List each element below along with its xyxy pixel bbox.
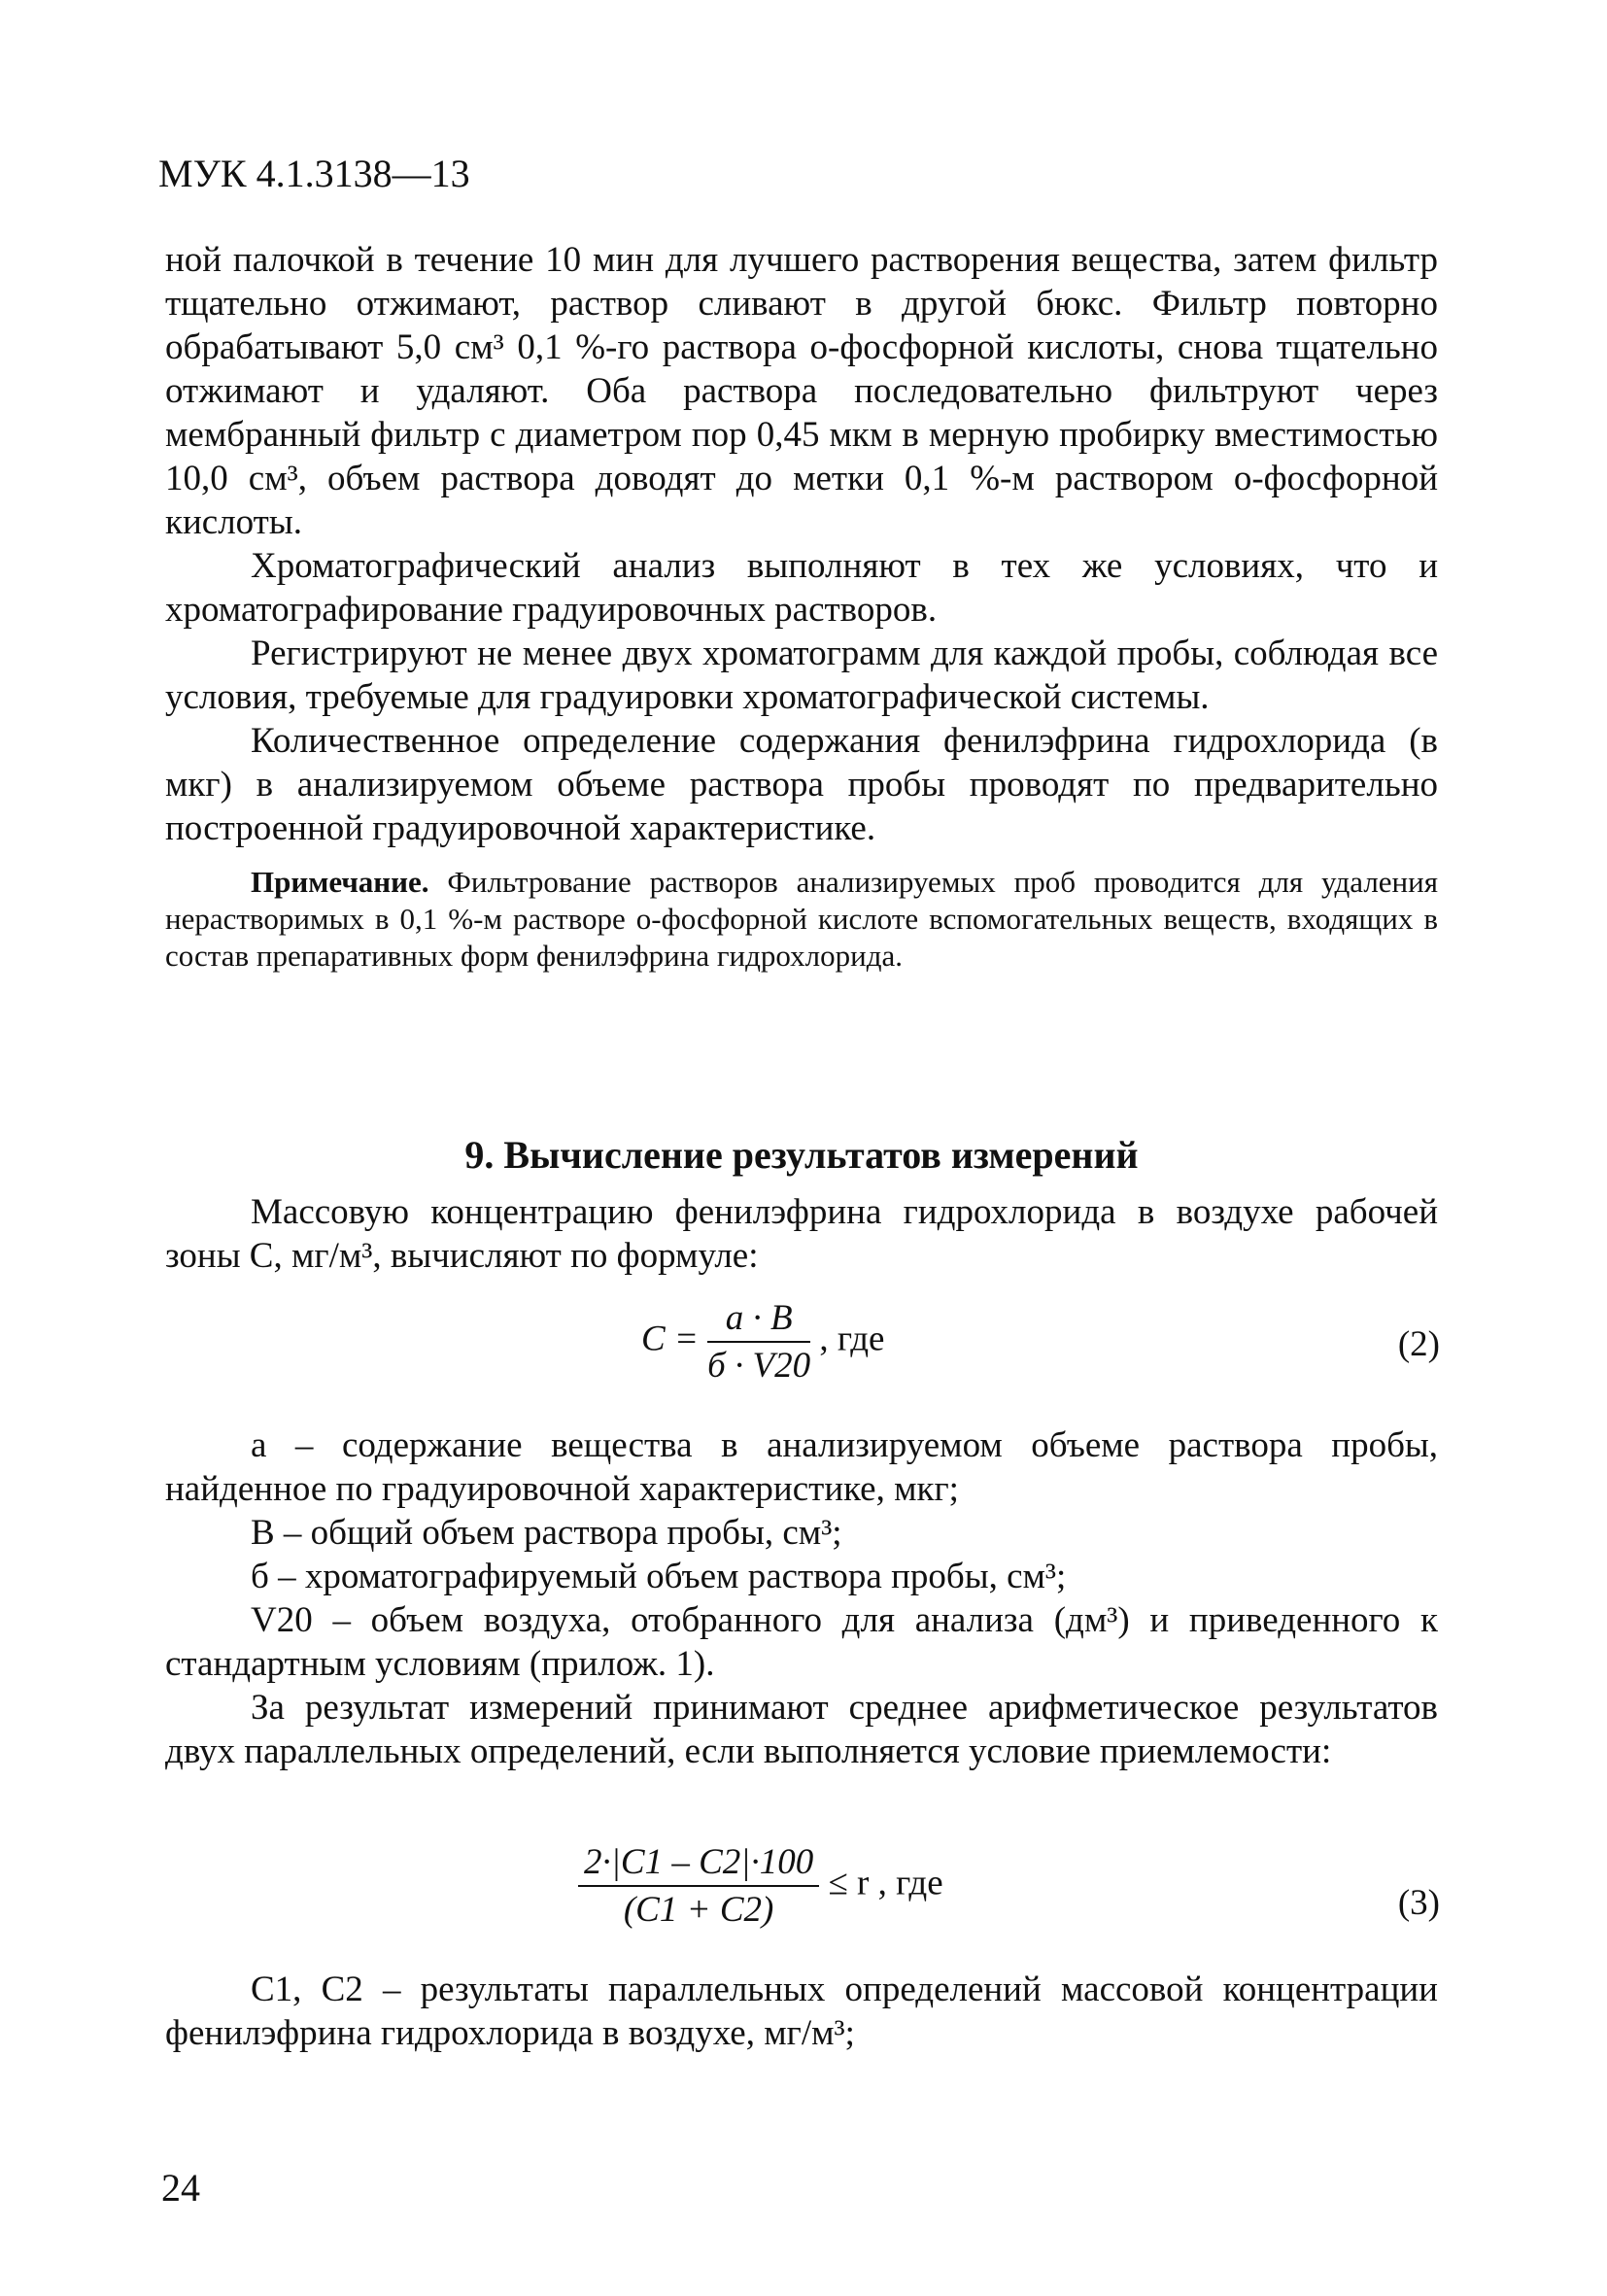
body-text-top (165, 238, 1438, 975)
last-paragraph: C1, C2 – результаты параллельных определений массовой концентрации фенилэфрина гидрохлорида в воздухе, мг/м³; (165, 1970, 1438, 2053)
paragraph-continuation: ной палочкой в течение 10 мин для лучшего растворения вещества, затем фильтр тщательно отжимают, раствор сливают в другой бюкс. Фильтр повторно обрабатывают 5,0 см³ 0,1 %-го раствора о-фосфорной кислоты, снова тщательно отжимают и удаляют. Оба раствора последовательно фильтруют через мембранный фильтр с диаметром пор 0,45 мкм в мерную пробирку вместимостью 10,0 см³, объем раствора доводят до метки 0,1 %-м раствором о-фосфорной кислоты. (165, 240, 1438, 542)
note-paragraph (165, 864, 1438, 975)
intro-paragraph: Массовую концентрацию фенилэфрина гидрохлорида в воздухе рабочей зоны С, мг/м³, вычисляют по формуле: (165, 1192, 1438, 1276)
page-number: 24 (161, 2166, 200, 2210)
paragraph-chromatographic-analysis: Хроматографический анализ выполняют в тех же условиях, что и хроматографирование градуировочных растворов. (165, 546, 1438, 630)
formula-3-denominator: (C1 + C2) (623, 1890, 774, 1930)
formula-3-fraction (578, 1841, 819, 1931)
formula-2-number: (2) (1397, 1324, 1440, 1364)
definition-b-chrom: б – хроматографируемый объем раствора пробы, см³; (251, 1557, 1067, 1596)
paragraph-quantitative-determination: Количественное определение содержания фенилэфрина гидрохлорида (в мкг) в анализируемом объеме раствора пробы проводят по предварительно построенной градуировочной характеристике. (165, 721, 1438, 848)
paragraph-register-chromatograms: Регистрируют не менее двух хроматограмм для каждой пробы, соблюдая все условия, требуемые для градуировки хроматографической системы. (165, 634, 1438, 717)
formula-2 (641, 1297, 884, 1387)
last-block (165, 1968, 1438, 2055)
formula-2-denominator: б · V20 (707, 1346, 811, 1386)
definitions-block (165, 1423, 1438, 1773)
formula-3-number: (3) (1397, 1883, 1440, 1923)
result-paragraph: За результат измерений принимают среднее арифметическое результатов двух параллельных определений, если выполняется условие приемлемости: (165, 1688, 1438, 1771)
formula-2-lhs: C = (641, 1319, 699, 1359)
formula-3 (578, 1841, 943, 1931)
formula-3-suffix: ≤ r , где (828, 1863, 943, 1903)
definition-a: а – содержание вещества в анализируемом объеме раствора пробы, найденное по градуировочной характеристике, мкг; (165, 1425, 1438, 1509)
intro-block (165, 1190, 1438, 1278)
definition-v20: V20 – объем воздуха, отобранного для анализа (дм³) и приведенного к стандартным условиям (прилож. 1). (165, 1600, 1438, 1684)
definition-b: В – общий объем раствора пробы, см³; (251, 1513, 842, 1553)
formula-2-suffix: , где (819, 1319, 885, 1359)
formula-2-fraction (707, 1297, 810, 1387)
formula-2-numerator: a · B (707, 1297, 810, 1343)
note-text: Фильтрование растворов анализируемых проб проводится для удаления нерастворимых в 0,1 %-м растворе о-фосфорной кислоте вспомогательных веществ, входящих в состав препаративных форм фенилэфрина гидрохлорида. (165, 865, 1438, 973)
formula-3-numerator: 2·|C1 – C2|·100 (578, 1841, 819, 1887)
note-label: Примечание. (251, 865, 429, 899)
section-title: 9. Вычисление результатов измерений (464, 1133, 1139, 1177)
document-header: МУК 4.1.3138—13 (158, 152, 470, 195)
